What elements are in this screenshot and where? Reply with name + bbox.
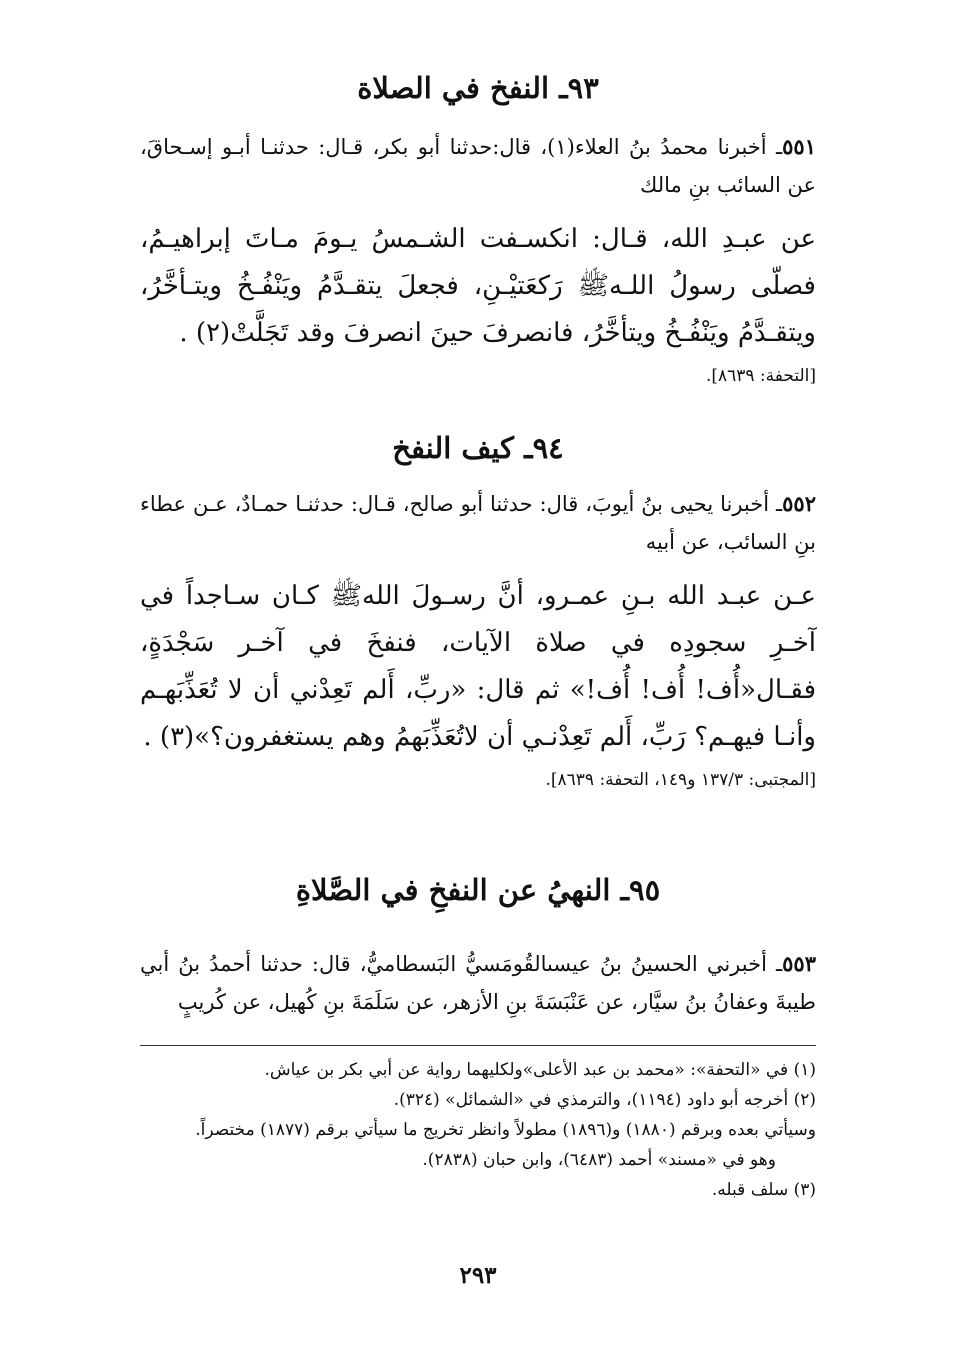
footnote-2: (٢) أخرجه أبو داود (١١٩٤)، والترمذي في «الشمائل» (٣٢٤).: [393, 1090, 816, 1110]
chapter-heading-93: ٩٣ـ النفخ في الصلاة: [357, 71, 599, 105]
footnotes: [140, 1055, 816, 1205]
hadith-matn: عـن عبـد الله بـنِ عمـرو، أنَّ رسـولَ اللهﷺ كـان سـاجداً في آخـرِ سجودِه في صلاة الآيات، فنفخَ في آخـر سَجْدَةٍ، فقـال«أُف! أُف! أُف!» ثم قال: «ربِّ، أَلم تَعِدْني أن لا تُعَذِّبَهـم وأنـا فيهـم؟ رَبِّ، أَلم تَعِدْنـي أن لاتُعَذِّبَهمُ وهم يستغفرون؟»(٣) .: [140, 581, 816, 752]
hadith-isnad: [140, 945, 816, 1021]
footnote-1: (١) في «التحفة»: «محمد بن عبد الأعلى»ولكليهما رواية عن أبي بكر بن عياش.: [264, 1060, 816, 1080]
hadith-553: [140, 945, 816, 1021]
footnote-divider: [140, 1045, 816, 1046]
hadith-reference: [المجتبى: ١٣٧/٣ و١٤٩، التحفة: ٨٦٣٩].: [545, 770, 816, 790]
isnad-text: ـ أخبرني الحسينُ بنُ عيسىالقُومَسيُّ البَسطاميُّ، قال: حدثنا أحمدُ بنُ أبي طيبةَ وعفانُ بنُ سيَّار، عن عَنْبَسَةَ بنِ الأزهر، عن سَلَمَةَ بنِ كُهيل، عن كُريبٍ: [140, 952, 816, 1014]
hadith-reference: [التحفة: ٨٦٣٩].: [705, 366, 816, 386]
hadith-552: [140, 485, 816, 793]
isnad-text: ـ أخبرنا محمدُ بنُ العلاء(١)، قال:حدثنا أبو بكر، قـال: حدثنـا أبـو إسـحاقَ، عن السائب بنِ مالك: [140, 135, 816, 197]
chapter-heading-94: ٩٤ـ كيف النفخ: [392, 431, 564, 465]
footnote-2-continued: وهو في «مسند» أحمد (٦٤٨٣)، وابن حبان (٢٨٣٨).: [422, 1150, 776, 1170]
footnote-2-continued: وسيأتي بعده وبرقم (١٨٨٠) و(١٨٩٦) مطولاً وانظر تخريج ما سيأتي برقم (١٨٧٧) مختصراً.: [195, 1120, 816, 1140]
hadith-number: ٥٥١: [782, 134, 816, 159]
hadith-isnad: [140, 128, 816, 204]
page-number: ٢٩٣: [459, 1262, 497, 1289]
hadith-number: ٥٥٣: [782, 951, 816, 976]
isnad-text: ـ أخبرنا يحيى بنُ أيوبَ، قال: حدثنا أبو صالح، قـال: حدثنـا حمـادٌ، عـن عطاء بنِ السائب، عن أبيه: [140, 492, 816, 554]
chapter-heading-95: ٩٥ـ النهيُ عن النفخِ في الصَّلاةِ: [295, 873, 661, 907]
hadith-matn: عن عبـدِ الله، قـال: انكسـفت الشـمسُ يـومَ مـاتَ إبراهيـمُ، فصلّى رسولُ اللـهﷺ رَكعَتيْـنِ، فجعلَ يتقـدَّمُ ويَنْفُـخُ ويتـأخَّرُ، ويتقـدَّمُ ويَنْفُـخُ ويتأخَّرُ، فانصرفَ حينَ انصرفَ وقد تَجَلَّتْ(٢) .: [140, 224, 816, 348]
hadith-isnad: [140, 485, 816, 561]
footnote-3: (٣) سلف قبله.: [711, 1180, 816, 1200]
hadith-551: [140, 128, 816, 389]
hadith-number: ٥٥٢: [782, 491, 816, 516]
